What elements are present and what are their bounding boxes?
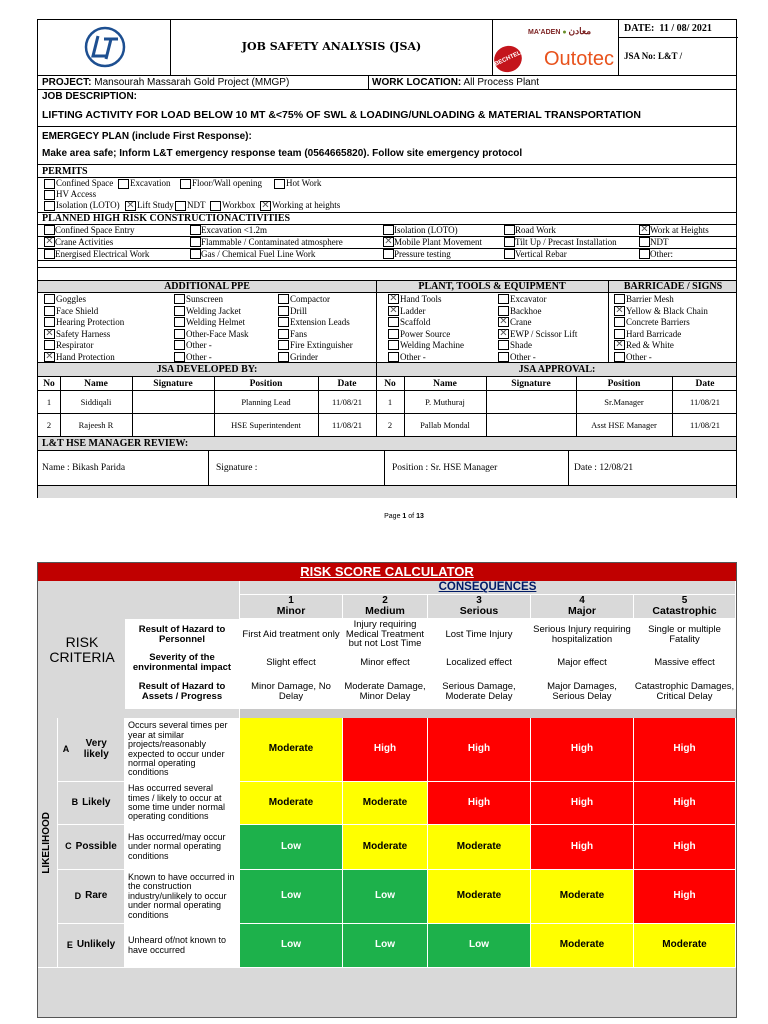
permit-label: Isolation (LOTO): [56, 200, 120, 210]
high-risk-checkbox[interactable]: [190, 249, 201, 259]
column-header: Position: [249, 378, 283, 389]
consequence-number: 3: [476, 594, 482, 606]
approval-signature: [486, 391, 576, 413]
risk-level-cell: High: [634, 870, 736, 924]
risk-level-cell: High: [428, 718, 531, 782]
criteria-label: Result of Hazard to Personnel: [125, 619, 240, 651]
column-header: Signature: [511, 378, 551, 389]
high-risk-label: Excavation <1.2m: [201, 225, 268, 235]
ppe-label: Concrete Barriers: [626, 317, 690, 327]
ppe-checkbox[interactable]: [174, 306, 185, 316]
ppe-checkbox[interactable]: [614, 317, 625, 327]
developed-signature: [132, 391, 214, 413]
ppe-checkbox[interactable]: [614, 352, 625, 362]
ppe-label: Welding Machine: [400, 340, 465, 350]
permit-label: Working at heights: [272, 200, 341, 210]
likelihood-description: Known to have occurred in the construction industry/unlikely to occur under normal operating conditions: [125, 870, 240, 924]
ppe-header: [38, 281, 736, 293]
ppe-label: Ladder: [400, 305, 426, 316]
column-header: Signature: [153, 378, 193, 389]
likelihood-row-label: [58, 870, 125, 924]
ppe-checkbox[interactable]: [278, 306, 289, 316]
high-risk-checkbox[interactable]: [190, 225, 201, 235]
ppe-checkbox[interactable]: ✕: [615, 339, 624, 350]
likelihood-row-label: [58, 825, 125, 870]
developed-no: 1: [46, 397, 52, 407]
column-header: Date: [337, 378, 357, 389]
column-header: Position: [607, 378, 641, 389]
ppe-checkbox[interactable]: ✕: [499, 316, 508, 327]
risk-level-cell: High: [343, 718, 428, 782]
ppe-label: Sunscreen: [186, 294, 223, 304]
outotec-logo: Outotec: [544, 48, 615, 70]
high-risk-label: Work at Heights: [650, 225, 709, 235]
column-header: Name: [84, 378, 108, 389]
leaf-icon: ●: [562, 29, 567, 36]
page-number: Page 1 of 13: [384, 513, 424, 520]
criteria-value: Major effect: [531, 651, 634, 675]
risk-level-cell: High: [634, 825, 736, 870]
ppe-checkbox[interactable]: [278, 294, 289, 304]
criteria-value: First Aid treatment only: [240, 619, 343, 651]
consequence-number: 4: [579, 594, 585, 606]
risk-level-cell: Low: [343, 924, 428, 968]
ppe-label: Grinder: [290, 351, 318, 362]
emergency-value: Make area safe; Inform L&T emergency response team (0564665820). Follow site emergency protocol: [42, 148, 523, 159]
signoff-row-1: [38, 391, 736, 414]
high-risk-checkbox[interactable]: [383, 249, 394, 259]
column-header: No: [43, 378, 55, 389]
permit-checkbox[interactable]: [118, 179, 129, 189]
ppe-label: Drill: [290, 305, 307, 316]
permit-checkbox[interactable]: ✕: [261, 200, 270, 211]
ppe-label: Power Source: [400, 328, 451, 339]
developed-date: 11/08/21: [332, 397, 362, 407]
ppe-checkbox[interactable]: ✕: [45, 350, 54, 362]
high-risk-label: Flammable / Contaminated atmosphere: [201, 237, 343, 247]
consequence-number: 2: [382, 594, 388, 606]
consequences-label: CONSEQUENCES: [240, 581, 736, 595]
ppe-checkbox[interactable]: [614, 294, 625, 304]
risk-level-cell: Moderate: [428, 870, 531, 924]
ppe-label: Other -: [186, 351, 212, 362]
ppe-label: Other -: [510, 351, 536, 362]
risk-level-cell: Moderate: [240, 718, 343, 782]
developed-date: 11/08/21: [332, 420, 362, 430]
consequence-name: Serious: [459, 605, 499, 618]
permit-checkbox[interactable]: [274, 179, 285, 189]
review-position: Position : Sr. HSE Manager: [392, 463, 498, 473]
criteria-value: Massive effect: [634, 651, 736, 675]
ppe-label: Excavator: [510, 294, 547, 304]
risk-footer-bar: [38, 968, 736, 1017]
risk-level-cell: Moderate: [428, 825, 531, 870]
jsa-title: JOB SAFETY ANALYSIS (JSA): [241, 40, 422, 53]
risk-criteria-label: RISK CRITERIA: [49, 633, 115, 665]
permit-checkbox[interactable]: [44, 201, 55, 211]
likelihood-letter: E: [66, 939, 73, 950]
permit-label: Excavation: [130, 178, 171, 188]
project-field: PROJECT: Mansourah Massarah Gold Project (MMGP): [42, 77, 290, 88]
ppe-checkbox[interactable]: [614, 329, 625, 339]
permit-checkbox[interactable]: [175, 201, 186, 211]
high-risk-checkbox[interactable]: [44, 249, 55, 259]
ppe-label: Welding Jacket: [186, 305, 242, 316]
permit-checkbox[interactable]: [180, 179, 191, 189]
review-footer-bar: [38, 486, 736, 498]
permit-checkbox[interactable]: [44, 190, 55, 200]
likelihood-letter: C: [65, 841, 72, 852]
maaden-logo: MA'ADEN ● معادن: [528, 26, 592, 36]
ppe-checkbox[interactable]: [44, 294, 55, 304]
approval-date: 11/08/21: [690, 420, 720, 430]
permit-label: HV Access: [56, 189, 97, 199]
ppe-label: EWP / Scissor Lift: [510, 328, 578, 339]
criteria-label: Result of Hazard to Assets / Progress: [125, 675, 240, 709]
approval-position: Sr.Manager: [604, 397, 644, 407]
criteria-value: Serious Injury requiring hospitalization: [531, 619, 634, 651]
high-risk-label: Gas / Chemical Fuel Line Work: [201, 249, 316, 259]
risk-level-cell: Moderate: [531, 870, 634, 924]
criteria-value: Localized effect: [428, 651, 531, 675]
permit-label: Workbox: [222, 200, 256, 210]
permits-label: PERMITS: [42, 166, 88, 177]
likelihood-name: Possible: [75, 840, 117, 852]
high-risk-section: [38, 213, 736, 268]
likelihood-row-label: [58, 924, 125, 968]
approval-position: Asst HSE Manager: [591, 420, 657, 430]
high-risk-label: Vertical Rebar: [515, 249, 567, 259]
likelihood-name: Unlikely: [76, 939, 116, 951]
emergency-label: EMERGECY PLAN (include First Response):: [42, 131, 252, 142]
ppe-label: Compactor: [290, 294, 330, 304]
ppe-label: Goggles: [56, 294, 86, 304]
risk-level-cell: High: [531, 782, 634, 825]
high-risk-label: NDT: [650, 237, 669, 247]
high-risk-checkbox[interactable]: [44, 225, 55, 235]
criteria-value: Serious Damage, Moderate Delay: [428, 675, 531, 709]
consequence-number: 5: [681, 594, 688, 606]
criteria-value: Minor Damage, No Delay: [240, 675, 343, 709]
consequence-column-header: [428, 595, 531, 619]
consequence-name: Catastrophic: [652, 605, 717, 618]
ppe-label: Hand Protection: [56, 351, 115, 362]
likelihood-description: Has occurred several times / likely to occur at some time under normal operating conditions: [125, 782, 240, 825]
permit-label: Floor/Wall opening: [192, 178, 263, 188]
column-header: No: [384, 378, 396, 389]
criteria-value: Major Damages, Serious Delay: [531, 675, 634, 709]
approval-date: 11/08/21: [690, 397, 720, 407]
ppe-checkbox[interactable]: [498, 294, 509, 304]
high-risk-label: Pressure testing: [394, 249, 451, 259]
emergency-plan: [38, 127, 736, 165]
risk-score-calculator: [37, 562, 737, 1018]
ppe-checkbox[interactable]: [174, 294, 185, 304]
ppe-checkbox[interactable]: [44, 317, 55, 327]
review-signature: Signature :: [216, 463, 258, 473]
ppe-checkbox[interactable]: [44, 340, 55, 350]
high-risk-label: Other:: [650, 249, 673, 259]
risk-level-cell: High: [634, 718, 736, 782]
high-risk-checkbox[interactable]: ✕: [45, 236, 54, 247]
risk-level-cell: Low: [240, 870, 343, 924]
ppe-label: Other -: [186, 340, 212, 350]
ppe-spacer: [38, 268, 736, 281]
ppe-label: ADDITIONAL PPE: [164, 281, 250, 292]
work-location-field: WORK LOCATION: All Process Plant: [372, 77, 540, 88]
developed-signature: [132, 414, 214, 436]
ppe-checkbox[interactable]: ✕: [45, 327, 54, 339]
ppe-checkbox[interactable]: [278, 329, 289, 339]
review-label: L&T HSE MANAGER REVIEW:: [42, 438, 189, 449]
consequence-number: 1: [288, 594, 294, 606]
lt-logo-icon: [84, 26, 126, 68]
barricade-label: BARRICADE / SIGNS: [623, 281, 723, 292]
ppe-label: Hard Barricade: [626, 328, 682, 339]
ppe-checkbox[interactable]: [278, 352, 289, 362]
ppe-label: Safety Harness: [56, 328, 111, 339]
likelihood-letter: D: [74, 890, 82, 901]
signoff-row-2: [38, 414, 736, 437]
likelihood-description: Unheard of/not known to have occurred: [125, 924, 240, 968]
column-header: Date: [695, 378, 715, 389]
ppe-label: Barrier Mesh: [626, 294, 674, 304]
ppe-label: Fans: [290, 328, 308, 339]
likelihood-label-cell: [38, 718, 58, 968]
risk-level-cell: High: [531, 825, 634, 870]
review-date: Date : 12/08/21: [574, 463, 634, 473]
job-description-value: LIFTING ACTIVITY FOR LOAD BELOW 10 MT &<75% OF SWL & LOADING/UNLOADING & MATERIAL TRANSPORTATION: [42, 109, 641, 121]
risk-level-cell: High: [428, 782, 531, 825]
ppe-checkbox[interactable]: ✕: [389, 304, 398, 316]
permit-checkbox[interactable]: ✕: [126, 200, 135, 211]
high-risk-checkbox[interactable]: [383, 225, 394, 235]
high-risk-label: PLANNED HIGH RISK CONSTRUCTIONACTIVITIES: [42, 213, 291, 224]
risk-level-cell: Moderate: [240, 782, 343, 825]
ppe-label: Other -: [626, 351, 652, 362]
review-name: Name : Bikash Parida: [42, 463, 126, 473]
signoff-columns: [38, 377, 736, 391]
high-risk-checkbox[interactable]: [504, 249, 515, 259]
consequence-name: Minor: [276, 605, 306, 618]
developed-name: Rajeesh R: [78, 420, 114, 430]
criteria-label: Severity of the environmental impact: [125, 651, 240, 675]
consequence-name: Medium: [365, 605, 405, 618]
criteria-value: Slight effect: [240, 651, 343, 675]
ppe-label: Crane: [510, 317, 532, 327]
risk-level-cell: High: [531, 718, 634, 782]
permit-label: Confined Space: [56, 178, 114, 188]
risk-level-cell: Moderate: [343, 782, 428, 825]
likelihood-label: LIKELIHOOD: [41, 811, 53, 874]
date-field: DATE: 11 / 08/ 2021: [624, 23, 712, 34]
consequence-column-header: [634, 595, 736, 619]
ppe-checkbox[interactable]: [174, 317, 185, 327]
ppe-checkbox[interactable]: ✕: [615, 304, 624, 316]
likelihood-letter: A: [62, 743, 70, 754]
high-risk-label: Mobile Plant Movement: [394, 237, 482, 247]
ppe-checkbox[interactable]: [388, 329, 399, 339]
ppe-checkbox[interactable]: [44, 306, 55, 316]
permit-checkbox[interactable]: [44, 179, 55, 189]
ppe-label: Other -: [400, 351, 426, 362]
ppe-label: Extension Leads: [290, 317, 350, 327]
developed-label: JSA DEVELOPED BY:: [156, 364, 258, 375]
ppe-checkbox[interactable]: [388, 340, 399, 350]
job-description-label: JOB DESCRIPTION:: [42, 91, 138, 102]
ppe-label: Fire Extinguisher: [290, 340, 353, 350]
permit-label: Lift Study: [137, 200, 174, 210]
ppe-label: Yellow & Black Chain: [626, 305, 708, 316]
job-description: [38, 90, 736, 127]
high-risk-checkbox[interactable]: ✕: [640, 224, 649, 235]
ppe-label: Face Shield: [56, 305, 99, 316]
bechtel-logo: BECHTEL: [490, 41, 526, 76]
tools-label: PLANT, TOOLS & EQUIPMENT: [418, 281, 566, 292]
risk-level-cell: High: [634, 782, 736, 825]
high-risk-checkbox[interactable]: [190, 237, 201, 247]
high-risk-label: Crane Activities: [55, 237, 114, 247]
risk-level-cell: Low: [240, 924, 343, 968]
high-risk-checkbox[interactable]: [504, 237, 515, 247]
ppe-checkbox[interactable]: [388, 352, 399, 362]
ppe-label: Shade: [510, 340, 532, 350]
ppe-checkbox[interactable]: [498, 352, 509, 362]
ppe-label: Hand Tools: [400, 294, 442, 304]
ppe-checkbox[interactable]: [278, 340, 289, 350]
likelihood-name: Likely: [82, 796, 111, 808]
high-risk-label: Energised Electrical Work: [55, 249, 150, 259]
permit-label: Hot Work: [286, 178, 322, 188]
column-header: Name: [433, 378, 457, 389]
ppe-checkbox[interactable]: [498, 340, 509, 350]
risk-title: RISK SCORE CALCULATOR: [38, 563, 736, 581]
permit-checkbox[interactable]: [210, 201, 221, 211]
criteria-value: Minor effect: [343, 651, 428, 675]
high-risk-checkbox[interactable]: [639, 237, 650, 247]
high-risk-label: Confined Space Entry: [55, 225, 135, 235]
risk-level-cell: Moderate: [634, 924, 736, 968]
consequence-name: Major: [567, 605, 596, 618]
risk-level-cell: Low: [428, 924, 531, 968]
project-row: [38, 76, 736, 90]
ppe-checkbox[interactable]: [174, 340, 185, 350]
developed-position: Planning Lead: [241, 397, 291, 407]
high-risk-checkbox[interactable]: [504, 225, 515, 235]
ppe-label: Backhoe: [510, 305, 542, 316]
jsa-header: [38, 20, 736, 76]
high-risk-label: Isolation (LOTO): [394, 225, 458, 235]
ppe-checkbox[interactable]: [278, 317, 289, 327]
likelihood-row-label: [58, 718, 125, 782]
jsa-form: [37, 19, 737, 498]
consequence-column-header: [343, 595, 428, 619]
ppe-checkbox[interactable]: ✕: [389, 293, 398, 304]
likelihood-row-label: [58, 782, 125, 825]
approval-name: P. Muthuraj: [425, 397, 465, 407]
consequence-column-header: [531, 595, 634, 619]
criteria-value: Lost Time Injury: [428, 619, 531, 651]
likelihood-description: Occurs several times per year at similar projects/reasonably expected to occur under normal operating conditions: [125, 718, 240, 782]
likelihood-description: Has occurred/may occur under normal operating conditions: [125, 825, 240, 870]
ppe-label: Red & White: [626, 340, 674, 350]
criteria-value: Moderate Damage, Minor Delay: [343, 675, 428, 709]
approval-signature: [486, 414, 576, 436]
ppe-checkbox[interactable]: [174, 329, 185, 339]
consequence-column-header: [240, 595, 343, 619]
developed-name: Siddiqali: [80, 397, 112, 407]
criteria-value: Single or multiple Fatality: [634, 619, 736, 651]
high-risk-checkbox[interactable]: ✕: [384, 236, 393, 247]
ppe-label: Welding Helmet: [186, 317, 246, 327]
ppe-checkbox[interactable]: [174, 352, 185, 362]
risk-level-cell: Moderate: [343, 825, 428, 870]
ppe-label: Other-Face Mask: [186, 328, 249, 339]
criteria-value: Catastrophic Damages, Critical Delay: [634, 675, 736, 709]
risk-level-cell: Low: [343, 870, 428, 924]
likelihood-name: Very likely: [83, 738, 109, 760]
review-row: [38, 451, 736, 486]
approval-no: 1: [387, 397, 393, 407]
developed-position: HSE Superintendent: [231, 420, 301, 430]
permit-label: NDT: [187, 200, 206, 210]
high-risk-label: Tilt Up / Precast Installation: [515, 237, 617, 247]
ppe-grid: [38, 293, 736, 363]
ppe-label: Respirator: [56, 340, 94, 350]
approval-label: JSA APPROVAL:: [518, 364, 596, 375]
likelihood-name: Rare: [85, 890, 108, 902]
developed-no: 2: [46, 420, 52, 430]
approval-name: Pallab Mondal: [420, 420, 470, 430]
jsa-number: JSA No: L&T /: [624, 51, 683, 61]
review-header: [38, 437, 736, 451]
ppe-label: Scaffold: [400, 317, 431, 327]
risk-level-cell: Moderate: [531, 924, 634, 968]
permits-section: [38, 165, 736, 213]
high-risk-label: Road Work: [515, 225, 556, 235]
ppe-label: Hearing Protection: [56, 317, 125, 327]
likelihood-letter: B: [71, 797, 79, 808]
signoff-header: [38, 363, 736, 377]
risk-level-cell: Low: [240, 825, 343, 870]
high-risk-checkbox[interactable]: [639, 249, 650, 259]
approval-no: 2: [387, 420, 393, 430]
ppe-checkbox[interactable]: [388, 317, 399, 327]
criteria-value: Injury requiring Medical Treatment but not Lost Time: [343, 619, 428, 651]
ppe-checkbox[interactable]: [498, 306, 509, 316]
ppe-checkbox[interactable]: ✕: [499, 327, 508, 339]
